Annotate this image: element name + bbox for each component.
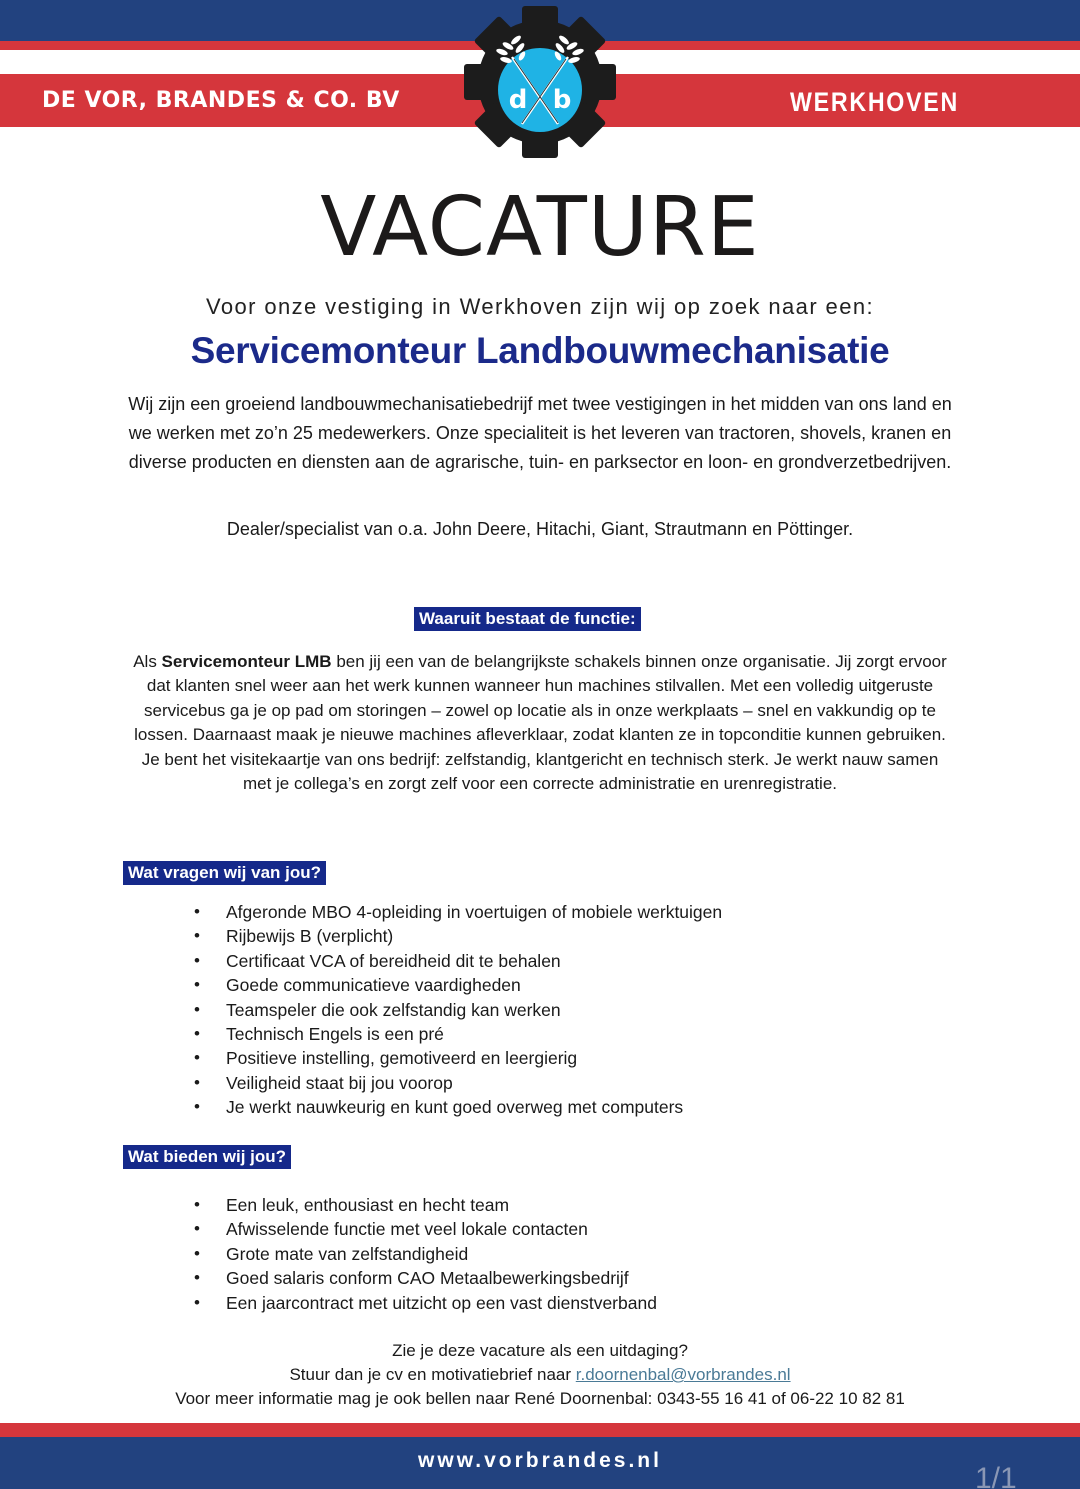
section-label-vragen: Wat vragen wij van jou? [123, 861, 326, 885]
logo-letter-d: d [508, 85, 528, 115]
list-item: • Je werkt nauwkeurig en kunt goed overweg met computers [190, 1095, 890, 1119]
company-description: Wij zijn een groeiend landbouwmechanisatiebedrijf met twee vestigingen in het midden van ons land en we werken met zo’n 25 medewerkers. Onze specialiteit is het leveren van tractoren, shovels, kranen en diverse producten en diensten aan de agrarische, tuin- en parksector en loon- en grondverzetbedrijven. [128, 394, 952, 472]
contact-line-3: Voor meer informatie mag je ook bellen naar René Doornenbal: 0343-55 16 41 of 06-22 10 82 81 [175, 1389, 905, 1408]
offer-list [190, 1193, 890, 1315]
website-url: www.vorbrandes.nl [418, 1449, 662, 1472]
section-label-bieden: Wat bieden wij jou? [123, 1145, 291, 1169]
section-label-functie: Waaruit bestaat de functie: [414, 607, 641, 631]
contact-line-2 [0, 1363, 1080, 1387]
list-item: • Een jaarcontract met uitzicht op een vast dienstverband [190, 1291, 890, 1315]
list-item: • Positieve instelling, gemotiveerd en leergierig [190, 1046, 890, 1070]
dealer-brands: Dealer/specialist van o.a. John Deere, Hitachi, Giant, Strautmann en Pöttinger. [226, 519, 854, 539]
list-item: • Grote mate van zelfstandigheid [190, 1242, 890, 1266]
intro-text: Voor onze vestiging in Werkhoven zijn wij op zoek naar een: [206, 294, 874, 319]
contact-line-1: Zie je deze vacature als een uitdaging? [392, 1341, 688, 1360]
page-title: VACATURE [320, 180, 760, 275]
list-item: • Goede communicatieve vaardigheden [190, 973, 890, 997]
company-name: DE VOR, BRANDES & CO. BV [42, 88, 400, 113]
job-title: Servicemonteur Landbouwmechanisatie [190, 330, 890, 371]
email-link[interactable]: r.doornenbal@vorbrandes.nl [575, 1365, 791, 1384]
list-item: • Teamspeler die ook zelfstandig kan werken [190, 998, 890, 1022]
functie-text-prefix: Als [133, 652, 162, 671]
list-item: • Technisch Engels is een pré [190, 1022, 890, 1046]
list-item: • Afwisselende functie met veel lokale contacten [190, 1217, 890, 1241]
list-item: • Veiligheid staat bij jou voorop [190, 1071, 890, 1095]
contact-block [0, 1339, 1080, 1411]
gear-wheat-logo-icon [460, 2, 620, 162]
list-item: • Rijbewijs B (verplicht) [190, 924, 890, 948]
functie-description [130, 650, 950, 796]
page-indicator: 1/1 [975, 1462, 1017, 1489]
contact-line-2-text: Stuur dan je cv en motivatiebrief naar [289, 1365, 576, 1384]
list-item: • Afgeronde MBO 4-opleiding in voertuigen of mobiele werktuigen [190, 900, 890, 924]
logo-letter-b: b [552, 85, 572, 115]
list-item: • Goed salaris conform CAO Metaalbewerkingsbedrijf [190, 1266, 890, 1290]
requirements-list [190, 900, 890, 1120]
functie-text-bold: Servicemonteur LMB [161, 652, 332, 671]
location-name: WERKHOVEN [790, 87, 960, 117]
functie-text-rest: ben jij een van de belangrijkste schakels binnen onze organisatie. Jij zorgt ervoor dat klanten snel weer aan het werk kunnen wanneer hun machines stilvallen. Met een volledig uitgeruste servicebus ga je op pad om storingen – zowel op locatie als in onze werkplaats – snel en vakkundig op te lossen. Daarnaast maak je nieuwe machines afleverklaar, zodat klanten ze in topconditie kunnen gebruiken. Je bent het visitekaartje van ons bedrijf: zelfstandig, klantgericht en technisch sterk. Je werkt nauw samen met je collega’s en zorgt zelf voor een correcte administratie en urenregistratie. [134, 652, 947, 794]
footer-red-stripe [0, 1423, 1080, 1437]
list-item: • Een leuk, enthousiast en hecht team [190, 1193, 890, 1217]
list-item: • Certificaat VCA of bereidheid dit te behalen [190, 949, 890, 973]
